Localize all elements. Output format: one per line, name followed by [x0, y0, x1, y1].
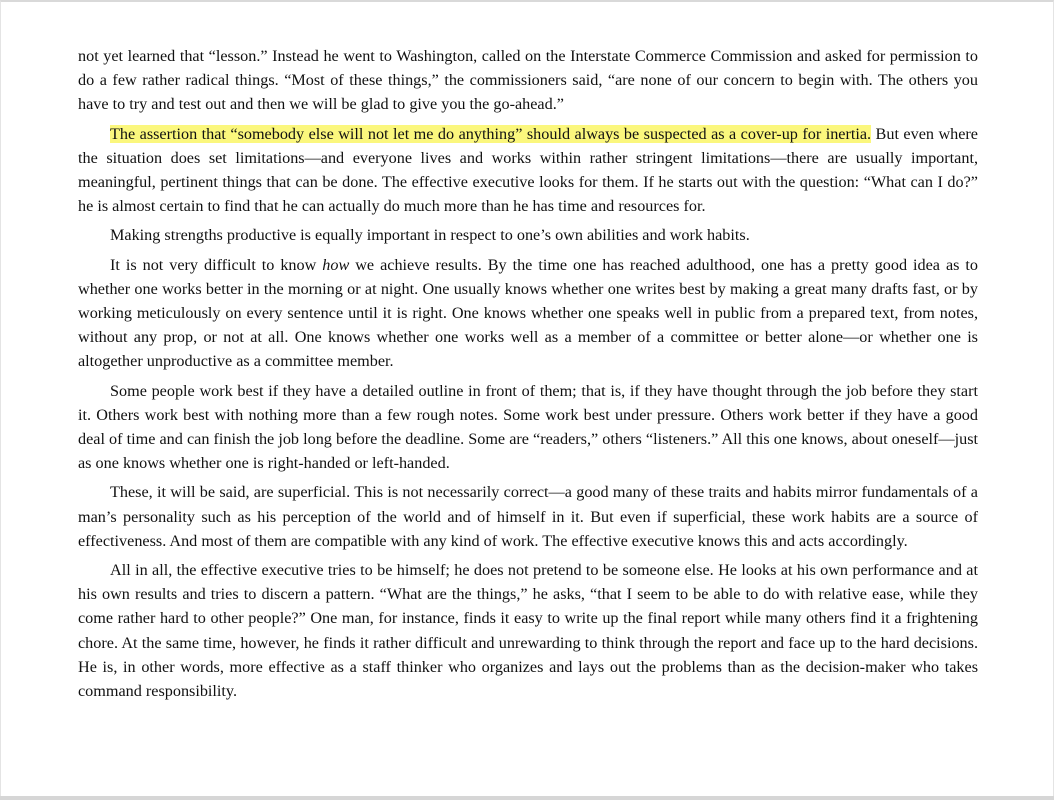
emphasis-how: how [322, 255, 350, 274]
paragraph-7: All in all, the effective executive tries to be himself; he does not pretend to be someone else. He looks at his own performance and at his own results and tries to discern a pattern. “What are the things,” he asks, “that I seem to be able to do with relative ease, while they come rather hard to other people?” One man, for instance, finds it easy to write up the final report while many others find it a frightening chore. At the same time, however, he finds it rather difficult and unrewarding to think through the report and face up to the hard decisions. He is, in other words, more effective as a staff thinker who organizes and lays out the problems than as the decision-maker who takes command responsibility. [78, 561, 978, 701]
paragraph-4-start: It is not very difficult to know [110, 255, 323, 274]
page-bottom-edge [0, 796, 1054, 800]
paragraph-2-rest: But even where the situation does set limitations—and everyone lives and works within rather stringent limitations—there are usually important, meaningful, pertinent things that can be done. The effective executive looks for them. If he starts out with the question: “What can I do?” he is almost certain to find that he can actually do much more than he has time and resources for. [78, 124, 978, 216]
paragraph-4-end: we achieve results. By the time one has reached adulthood, one has a pretty good idea as to whether one works better in the morning or at night. One usually knows whether one writes best by making a great many drafts fast, or by working meticulously on every sentence until it is right. One knows whether one speaks well in public from a prepared text, from notes, without any prop, or not at all. One knows whether one works well as a member of a committee or better alone—or whether one is altogether unproductive as a committee member. [78, 255, 978, 371]
document-body [78, 44, 978, 708]
paragraph-3: Making strengths productive is equally important in respect to one’s own abilities and work habits. [110, 226, 750, 245]
paragraph-4 [78, 253, 978, 374]
paragraph-5: Some people work best if they have a detailed outline in front of them; that is, if they have thought through the job before they start it. Others work best with nothing more than a few rough notes. Some work best under pressure. Others work better if they have a good deal of time and can finish the job long before the deadline. Some are “readers,” others “listeners.” All this one knows, about oneself—just as one knows whether one is right-handed or left-handed. [78, 381, 978, 473]
paragraph-6: These, it will be said, are superficial. This is not necessarily correct—a good many of these traits and habits mirror fundamentals of a man’s personality such as his perception of the world and of himself in it. But even if superficial, these work habits are a source of effectiveness. And most of them are compatible with any kind of work. The effective executive knows this and acts accordingly. [78, 483, 978, 550]
paragraph-2 [78, 122, 978, 219]
paragraph-1: not yet learned that “lesson.” Instead he went to Washington, called on the Interstate Commerce Commission and asked for permission to do a few rather radical things. “Most of these things,” the commissioners said, “are none of our concern to begin with. The others you have to try and test out and then we will be glad to give you the go-ahead.” [78, 47, 978, 114]
highlighted-passage[interactable]: The assertion that “somebody else will not let me do anything” should always be suspected as a cover-up for inertia. [110, 124, 872, 143]
